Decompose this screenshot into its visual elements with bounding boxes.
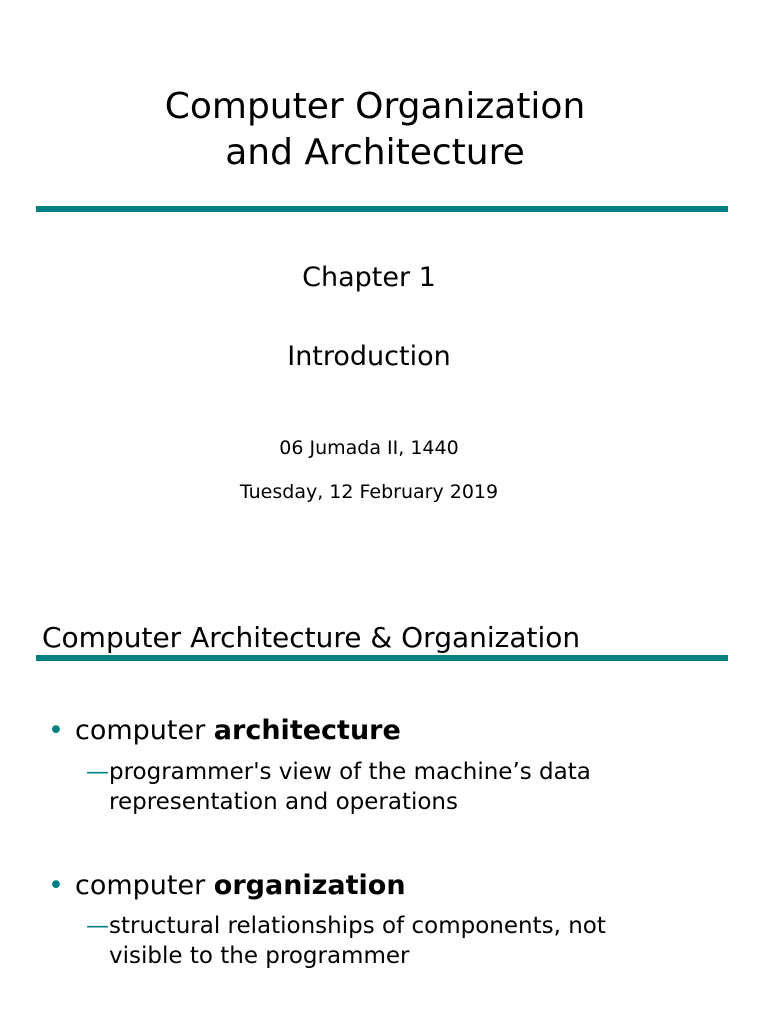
- bullet-marker: •: [48, 870, 64, 901]
- bullet-term-architecture: architecture: [213, 715, 401, 746]
- chapter-label: Chapter 1: [302, 262, 436, 293]
- slide-title-line-2: and Architecture: [225, 132, 525, 173]
- sub-bullet-line-2: representation and operations: [109, 789, 458, 815]
- chapter-subtitle: Introduction: [287, 341, 451, 372]
- bullet-architecture: [48, 714, 401, 748]
- sub-bullet-line-1: structural relationships of components, not: [109, 913, 606, 939]
- title-divider: [36, 206, 728, 212]
- bullet-prefix: computer: [75, 870, 214, 901]
- bullet-organization: [48, 869, 406, 903]
- slide-title-line-1: Computer Organization: [164, 86, 586, 127]
- date-gregorian: Tuesday, 12 February 2019: [239, 481, 499, 503]
- bullet-term-organization: organization: [213, 870, 406, 901]
- sub-bullet-line-1: programmer's view of the machine’s data: [109, 759, 591, 785]
- dash-marker: —: [86, 759, 109, 785]
- sub-bullet-line-2: visible to the programmer: [109, 943, 410, 969]
- section-heading: Computer Architecture & Organization: [42, 621, 581, 654]
- bullet-marker: •: [48, 715, 64, 746]
- dash-marker: —: [86, 913, 109, 939]
- section-divider: [36, 655, 728, 661]
- slide-title-block: [0, 84, 750, 176]
- bullet-prefix: computer: [75, 715, 214, 746]
- date-hijri: 06 Jumada II, 1440: [279, 437, 459, 459]
- sub-bullet-architecture: [86, 757, 706, 817]
- sub-bullet-organization: [86, 911, 706, 971]
